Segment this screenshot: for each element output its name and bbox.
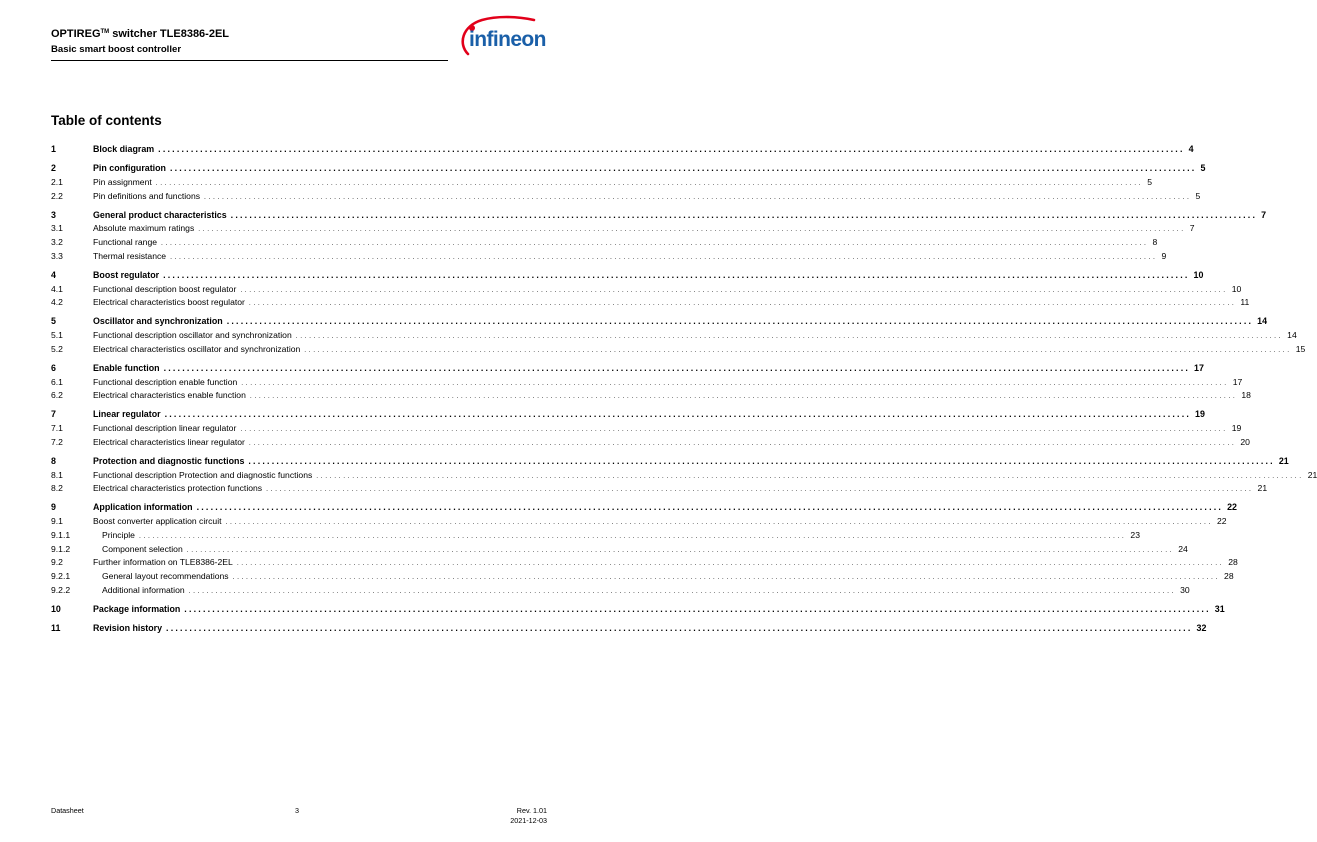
toc-entry[interactable] xyxy=(51,529,1140,543)
toc-entry[interactable] xyxy=(51,408,1205,422)
toc-dot-leader: ............................................................................................................................................................................................................................ xyxy=(198,226,1186,234)
product-model: switcher TLE8386-2EL xyxy=(109,28,230,40)
toc-entry-page: 14 xyxy=(1257,316,1268,327)
toc-entry[interactable] xyxy=(51,515,1227,529)
toc-entry[interactable] xyxy=(51,176,1152,190)
toc-entry-label: Boost converter application circuit xyxy=(93,516,222,526)
toc-entry-number: 8.2 xyxy=(51,483,63,494)
toc-entry-number: 9.2 xyxy=(51,557,63,568)
toc-dot-leader: ............................................................................................................................................................................................................................ xyxy=(266,486,1254,494)
toc-entry-label: Additional information xyxy=(102,584,185,595)
toc-entry[interactable] xyxy=(51,556,1238,570)
toc-entry-page: 23 xyxy=(1130,529,1140,540)
toc-entry-label: Functional description boost regulator xyxy=(93,283,237,294)
toc-entry-page: 22 xyxy=(1216,516,1227,526)
toc-entry[interactable] xyxy=(51,622,1207,636)
toc-entry[interactable] xyxy=(51,190,1201,204)
toc-entry-number: 9.2.1 xyxy=(51,571,71,581)
toc-entry-label: Functional description oscillator and synchronization xyxy=(93,330,292,340)
toc-entry-page: 9 xyxy=(1161,250,1167,261)
toc-entry-page: 22 xyxy=(1227,502,1237,513)
toc-dot-leader: ............................................................................................................................................................................................................................ xyxy=(226,316,1254,327)
toc-entry-number: 5.1 xyxy=(51,330,63,340)
toc-entry-label: Functional description enable function xyxy=(93,376,238,387)
toc-entry-number: 7 xyxy=(51,409,56,420)
toc-entry-number: 5.2 xyxy=(51,343,63,354)
toc-entry-number: 8.1 xyxy=(51,469,63,480)
toc-dot-leader: ............................................................................................................................................................................................................................ xyxy=(204,193,1192,201)
toc-entry-label: Functional description Protection and diagnostic functions xyxy=(93,469,313,480)
toc-entry[interactable] xyxy=(51,283,1242,297)
toc-entry-label: Pin assignment xyxy=(93,176,152,187)
toc-entry-number: 2.1 xyxy=(51,176,63,187)
toc-dot-leader: ............................................................................................................................................................................................................................ xyxy=(164,409,1192,420)
toc-entry[interactable] xyxy=(51,269,1204,283)
toc-dot-leader: ............................................................................................................................................................................................................................ xyxy=(138,532,1127,540)
toc-entry-page: 5 xyxy=(1200,163,1206,173)
toc-entry-page: 21 xyxy=(1257,483,1268,494)
toc-entry-number: 7.1 xyxy=(51,423,63,433)
toc-entry-label: Principle xyxy=(102,529,135,540)
product-subtitle: Basic smart boost controller xyxy=(51,44,182,55)
toc-entry-number: 9.2.2 xyxy=(51,584,71,595)
toc-entry-number: 8 xyxy=(51,455,56,466)
toc-entry-number: 3 xyxy=(51,209,56,220)
toc-entry[interactable] xyxy=(51,469,1317,483)
toc-entry[interactable] xyxy=(51,209,1267,223)
toc-entry-page: 10 xyxy=(1193,269,1204,280)
toc-entry-number: 9.1.1 xyxy=(51,529,71,540)
toc-dot-leader: ............................................................................................................................................................................................................................ xyxy=(170,253,1158,261)
toc-entry-number: 1 xyxy=(51,144,56,154)
toc-entry-label: Component selection xyxy=(102,543,183,554)
toc-entry-page: 5 xyxy=(1195,190,1201,201)
toc-entry-label: Boost regulator xyxy=(93,269,160,280)
toc-entry-label: Revision history xyxy=(93,622,163,633)
toc-entry-number: 4.2 xyxy=(51,297,63,308)
toc-entry-label: Pin definitions and functions xyxy=(93,190,201,201)
toc-entry[interactable] xyxy=(51,236,1158,250)
toc-entry-label: Electrical characteristics linear regulator xyxy=(93,436,245,447)
toc-dot-leader: ............................................................................................................................................................................................................................ xyxy=(230,209,1258,220)
toc-entry-label: Electrical characteristics enable function xyxy=(93,390,246,401)
toc-dot-leader: ............................................................................................................................................................................................................................ xyxy=(249,393,1238,401)
toc-dot-leader: ............................................................................................................................................................................................................................ xyxy=(163,362,1191,373)
toc-entry-page: 4 xyxy=(1188,144,1194,154)
page-header xyxy=(51,26,449,56)
toc-entry[interactable] xyxy=(51,543,1188,557)
toc-entry-number: 3.1 xyxy=(51,223,63,234)
toc-entry-label: Electrical characteristics protection functions xyxy=(93,483,263,494)
toc-entry-page: 15 xyxy=(1295,343,1306,354)
toc-entry[interactable] xyxy=(51,250,1167,264)
toc-dot-leader: ............................................................................................................................................................................................................................ xyxy=(248,300,1237,308)
toc-entry-number: 6 xyxy=(51,362,56,373)
toc-entry-page: 24 xyxy=(1178,543,1188,554)
toc-dot-leader: ............................................................................................................................................................................................................................ xyxy=(155,179,1144,187)
toc-entry-label: Linear regulator xyxy=(93,409,161,420)
toc-entry[interactable] xyxy=(51,482,1268,496)
toc-entry-label: Package information xyxy=(93,603,181,614)
toc-entry-number: 4 xyxy=(51,269,56,280)
logo-text: infineon xyxy=(469,28,546,51)
toc-entry-number: 9.1 xyxy=(51,516,63,526)
toc-entry-page: 7 xyxy=(1189,223,1195,234)
toc-entry-label: Thermal resistance xyxy=(93,250,167,261)
toc-entry-page: 28 xyxy=(1228,557,1238,568)
toc-dot-leader: ............................................................................................................................................................................................................................ xyxy=(169,163,1197,173)
toc-entry[interactable] xyxy=(51,570,1234,584)
toc-entry-page: 14 xyxy=(1287,330,1297,340)
toc-entry-label: Pin configuration xyxy=(93,163,166,173)
toc-dot-leader: ............................................................................................................................................................................................................................ xyxy=(163,269,1190,280)
toc-entry-number: 9 xyxy=(51,502,56,513)
toc-entry-number: 4.1 xyxy=(51,283,63,294)
toc-entry[interactable] xyxy=(51,222,1195,236)
toc-entry-label: Protection and diagnostic functions xyxy=(93,455,245,466)
table-of-contents xyxy=(51,143,1317,636)
toc-entry[interactable] xyxy=(51,329,1297,343)
toc-entry-number: 3.2 xyxy=(51,237,63,247)
toc-entry-label: Application information xyxy=(93,502,193,513)
toc-entry[interactable] xyxy=(51,603,1225,617)
toc-entry-page: 20 xyxy=(1240,436,1250,447)
toc-heading: Table of contents xyxy=(51,113,162,128)
toc-entry-page: 17 xyxy=(1232,376,1243,387)
toc-entry[interactable] xyxy=(51,436,1250,450)
toc-entry-page: 17 xyxy=(1194,362,1204,373)
toc-dot-leader: ............................................................................................................................................................................................................................ xyxy=(184,603,1211,614)
product-name: OPTIREG xyxy=(51,28,101,40)
toc-entry-page: 19 xyxy=(1231,423,1242,433)
toc-entry-page: 11 xyxy=(1240,297,1250,308)
toc-dot-leader: ............................................................................................................................................................................................................................ xyxy=(188,587,1177,595)
toc-entry[interactable] xyxy=(51,162,1206,176)
toc-entry-number: 11 xyxy=(51,622,61,633)
toc-entry-number: 5 xyxy=(51,316,56,327)
toc-entry-label: Enable function xyxy=(93,362,160,373)
toc-entry-label: Oscillator and synchronization xyxy=(93,316,223,327)
toc-dot-leader: ............................................................................................................................................................................................................................ xyxy=(196,502,1224,513)
toc-entry-label: Electrical characteristics oscillator and synchronization xyxy=(93,343,301,354)
toc-entry-number: 9.1.2 xyxy=(51,543,71,554)
product-title xyxy=(51,26,449,41)
footer-revision: Rev. 1.01 xyxy=(516,806,547,815)
toc-dot-leader: ............................................................................................................................................................................................................................ xyxy=(225,519,1213,526)
toc-entry-page: 21 xyxy=(1307,469,1317,480)
toc-dot-leader: ............................................................................................................................................................................................................................ xyxy=(295,333,1284,340)
toc-entry-number: 10 xyxy=(51,603,61,614)
toc-entry[interactable] xyxy=(51,343,1306,357)
toc-entry-page: 5 xyxy=(1147,176,1152,187)
infineon-logo xyxy=(456,14,560,60)
toc-entry[interactable] xyxy=(51,315,1268,329)
toc-entry-label: Absolute maximum ratings xyxy=(93,223,195,234)
toc-entry-page: 31 xyxy=(1214,603,1225,614)
toc-entry-number: 3.3 xyxy=(51,250,63,261)
toc-entry-label: Functional description linear regulator xyxy=(93,423,237,433)
toc-entry-page: 19 xyxy=(1195,409,1205,420)
toc-entry[interactable] xyxy=(51,362,1204,376)
toc-entry-number: 7.2 xyxy=(51,436,63,447)
toc-dot-leader: ............................................................................................................................................................................................................................ xyxy=(166,622,1193,633)
toc-dot-leader: ............................................................................................................................................................................................................................ xyxy=(158,144,1185,154)
toc-dot-leader: ............................................................................................................................................................................................................................ xyxy=(241,379,1229,387)
toc-dot-leader: ............................................................................................................................................................................................................................ xyxy=(236,560,1225,568)
toc-entry-page: 8 xyxy=(1152,237,1158,247)
toc-entry[interactable] xyxy=(51,389,1251,403)
toc-entry-number: 2.2 xyxy=(51,190,63,201)
toc-dot-leader: ............................................................................................................................................................................................................................ xyxy=(240,426,1228,433)
toc-entry-page: 30 xyxy=(1180,584,1190,595)
toc-entry[interactable] xyxy=(51,455,1289,469)
toc-entry[interactable] xyxy=(51,501,1237,515)
trademark-mark: TM xyxy=(100,29,110,35)
toc-dot-leader: ............................................................................................................................................................................................................................ xyxy=(248,439,1237,447)
toc-entry-page: 28 xyxy=(1224,571,1234,581)
toc-entry[interactable] xyxy=(51,296,1250,310)
toc-dot-leader: ............................................................................................................................................................................................................................ xyxy=(186,546,1175,554)
toc-entry-page: 21 xyxy=(1278,455,1289,466)
toc-entry-page: 18 xyxy=(1241,390,1251,401)
toc-dot-leader: ............................................................................................................................................................................................................................ xyxy=(316,472,1304,480)
toc-entry-page: 32 xyxy=(1196,622,1207,633)
toc-dot-leader: ............................................................................................................................................................................................................................ xyxy=(304,346,1292,354)
toc-entry[interactable] xyxy=(51,376,1243,390)
toc-entry-page: 7 xyxy=(1261,209,1267,220)
toc-entry-page: 10 xyxy=(1231,283,1242,294)
toc-entry[interactable] xyxy=(51,584,1190,598)
toc-entry-number: 6.2 xyxy=(51,390,63,401)
toc-entry-label: General layout recommendations xyxy=(102,571,229,581)
footer-date: 2021-12-03 xyxy=(510,816,547,825)
toc-entry-number: 6.1 xyxy=(51,376,63,387)
toc-dot-leader: ............................................................................................................................................................................................................................ xyxy=(248,455,1275,466)
toc-entry-label: Block diagram xyxy=(93,144,155,154)
toc-dot-leader: ............................................................................................................................................................................................................................ xyxy=(240,286,1228,294)
footer-revision-block xyxy=(510,806,547,826)
footer-doc-type: Datasheet xyxy=(51,806,84,815)
toc-entry-number: 2 xyxy=(51,163,56,173)
toc-entry[interactable] xyxy=(51,422,1242,436)
footer-page-number: 3 xyxy=(295,806,299,815)
toc-entry-label: Further information on TLE8386-2EL xyxy=(93,557,233,568)
toc-dot-leader: ............................................................................................................................................................................................................................ xyxy=(232,574,1221,581)
toc-entry-label: Functional range xyxy=(93,237,158,247)
header-rule xyxy=(51,60,448,61)
toc-dot-leader: ............................................................................................................................................................................................................................ xyxy=(161,240,1149,247)
toc-entry[interactable] xyxy=(51,143,1194,157)
toc-entry-label: Electrical characteristics boost regulator xyxy=(93,297,245,308)
toc-entry-label: General product characteristics xyxy=(93,209,227,220)
